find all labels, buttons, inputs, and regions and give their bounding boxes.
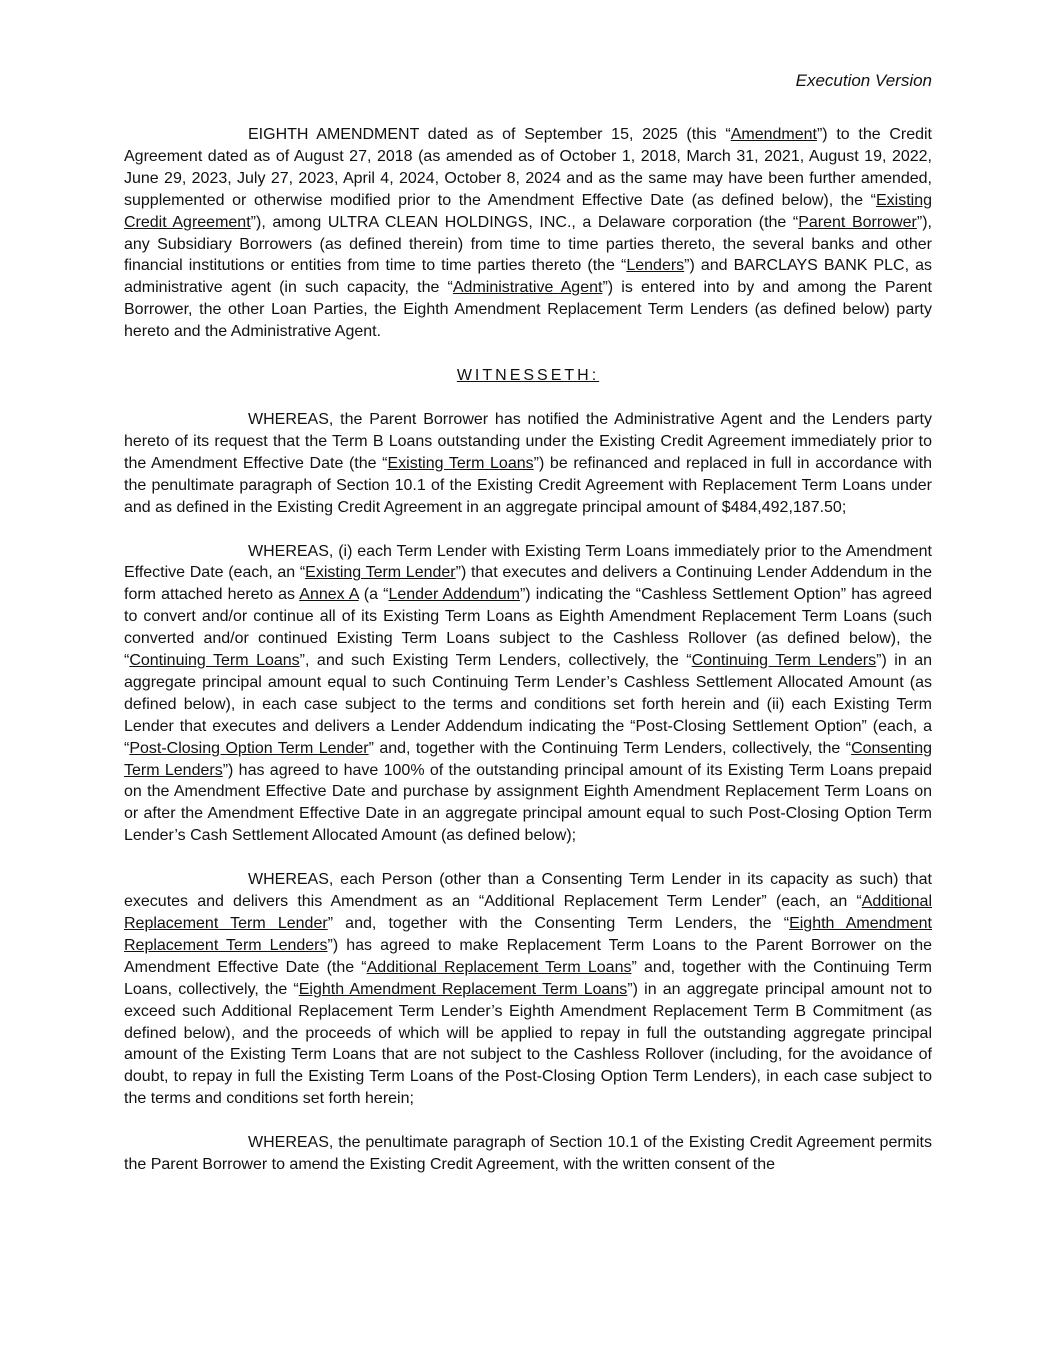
term-amendment: Amendment [730,126,817,143]
whereas-paragraph-3 [124,869,932,1110]
witnesseth-heading-text: WITNESSETH: [456,367,600,385]
whereas-paragraph-1 [124,409,932,519]
term-post-closing-option-term-lender: Post-Closing Option Term Lender [129,739,369,757]
whereas2-text-4: ”) indicating the “Cashless Settlement Option” has agreed to convert and/or continue all of its Existing Term Loans as Eighth Amendment Replacement Term Loans (such converted and/or continued Existing Term Loans subject to the Cashless Rollover (as defined below), the “ [124,586,933,670]
whereas3-text-1: WHEREAS, each Person (other than a Consenting Term Lender in its capacity as such) that executes and delivers this Amendment as an “Additional Replacement Term Lender” (each, an “ [124,871,932,911]
intro-text-3: ”), among ULTRA CLEAN HOLDINGS, INC., a Delaware corporation (the “ [250,213,799,231]
whereas4-text-1: WHEREAS, the penultimate paragraph of Section 10.1 of the Existing Credit Agreement permits the Parent Borrower to amend the Existing Credit Agreement, with the written consent of the [124,1134,932,1174]
document-body [124,124,932,1198]
whereas3-text-4: ” and, together with the Continuing Term Loans, collectively, the “ [124,958,933,998]
witnesseth-heading [124,365,932,387]
execution-version-label: Execution Version [795,71,932,90]
whereas3-text-5: ”) in an aggregate principal amount not to exceed such Additional Replacement Term Lender’s Eighth Amendment Replacement Term B Commitment (as defined below), and the proceeds of which will be applied to repay in full the outstanding aggregate principal amount of the Existing Term Loans that are not subject to the Cashless Rollover (including, for the avoidance of doubt, to repay in full the Existing Term Loans of the Post-Closing Option Term Lenders), in each case subject to the terms and conditions set forth herein; [124,980,933,1108]
intro-text-6: ”) is entered into by and among the Parent Borrower, the other Loan Parties, the Eighth Amendment Replacement Term Lenders (as defined below) party hereto and the Administrative Agent. [124,279,932,341]
term-additional-replacement-term-lender: Additional Replacement Term Lender [124,893,932,932]
whereas1-text-1: WHEREAS, the Parent Borrower has notified the Administrative Agent and the Lenders party hereto of its request that the Term B Loans outstanding under the Existing Credit Agreement immediately prior to the Amendment Effective Date (the “ [124,410,932,472]
whereas2-text-2: ”) that executes and delivers a Continuing Lender Addendum in the form attached hereto as [124,564,932,604]
term-annex-a: Annex A [299,586,359,604]
intro-text-2: ”) to the Credit Agreement dated as of August 27, 2018 (as amended as of October 1, 2018, March 31, 2021, August 19, 2022, June 29, 2023, July 27, 2023, April 4, 2024, October 8, 2024 and as the same may have been further amended, supplemented or otherwise modified prior to the Amendment Effective Date (as defined below), the “ [124,126,932,209]
whereas2-text-8: ”) has agreed to have 100% of the outstanding principal amount of its Existing Term Loans prepaid on the Amendment Effective Date and purchase by assignment Eighth Amendment Replacement Term Loans on or after the Amendment Effective Date in an aggregate principal amount equal to such Post-Closing Option Term Lender’s Cash Settlement Allocated Amount (as defined below); [124,761,932,845]
term-lenders: Lenders [626,257,685,275]
whereas2-text-7: ” and, together with the Continuing Term Lenders, collectively, the “ [368,739,852,757]
term-eighth-amendment-replacement-term-loans: Eighth Amendment Replacement Term Loans [298,980,628,998]
whereas3-text-2: ” and, together with the Consenting Term Lenders, the “ [327,915,790,932]
intro-text-4: ”), any Subsidiary Borrowers (as defined therein) from time to time parties thereto, the several banks and other financial institutions or entities from time to time parties thereto (the “ [124,213,932,275]
intro-text-5: ”) and BARCLAYS BANK PLC, as administrative agent (in such capacity, the “ [124,257,933,297]
whereas2-text-6: ”) in an aggregate principal amount equal to such Continuing Term Lender’s Cashless Settlement Allocated Amount (as defined below), in each case subject to the terms and conditions set forth herein and (ii) each Existing Term Lender that executes and delivers a Lender Addendum indicating the “Post-Closing Settlement Option” (each, a “ [124,652,933,757]
whereas2-text-3: (a “ [358,586,389,604]
whereas-paragraph-2 [124,541,932,848]
term-existing-credit-agreement: Existing Credit Agreement [124,191,932,231]
intro-paragraph [124,124,932,343]
whereas3-text-3: ”) has agreed to make Replacement Term Loans to the Parent Borrower on the Amendment Effective Date (the “ [124,936,933,976]
whereas1-text-2: ”) be refinanced and replaced in full in accordance with the penultimate paragraph of Section 10.1 of the Existing Credit Agreement with Replacement Term Loans under and as defined in the Existing Credit Agreement in an aggregate principal amount of $484,492,187.50; [124,454,932,516]
whereas-paragraph-4 [124,1132,932,1176]
term-continuing-term-loans: Continuing Term Loans [129,652,300,670]
term-consenting-term-lenders: Consenting Term Lenders [124,739,933,779]
whereas2-text-5: ”, and such Existing Term Lenders, collectively, the “ [299,652,692,670]
term-existing-term-loans: Existing Term Loans [387,454,534,472]
term-parent-borrower: Parent Borrower [798,213,917,231]
term-existing-term-lender: Existing Term Lender [305,564,456,582]
intro-text-1: EIGHTH AMENDMENT dated as of September 15, 2025 (this “ [248,126,731,143]
term-continuing-term-lenders: Continuing Term Lenders [691,652,877,670]
term-additional-replacement-term-loans: Additional Replacement Term Loans [366,958,632,976]
term-administrative-agent: Administrative Agent [452,279,603,297]
term-lender-addendum: Lender Addendum [388,586,520,604]
whereas2-text-1: WHEREAS, (i) each Term Lender with Existing Term Loans immediately prior to the Amendment Effective Date (each, an “ [124,542,932,582]
term-eighth-amendment-replacement-term-lenders: Eighth Amendment Replacement Term Lenders [124,915,932,954]
